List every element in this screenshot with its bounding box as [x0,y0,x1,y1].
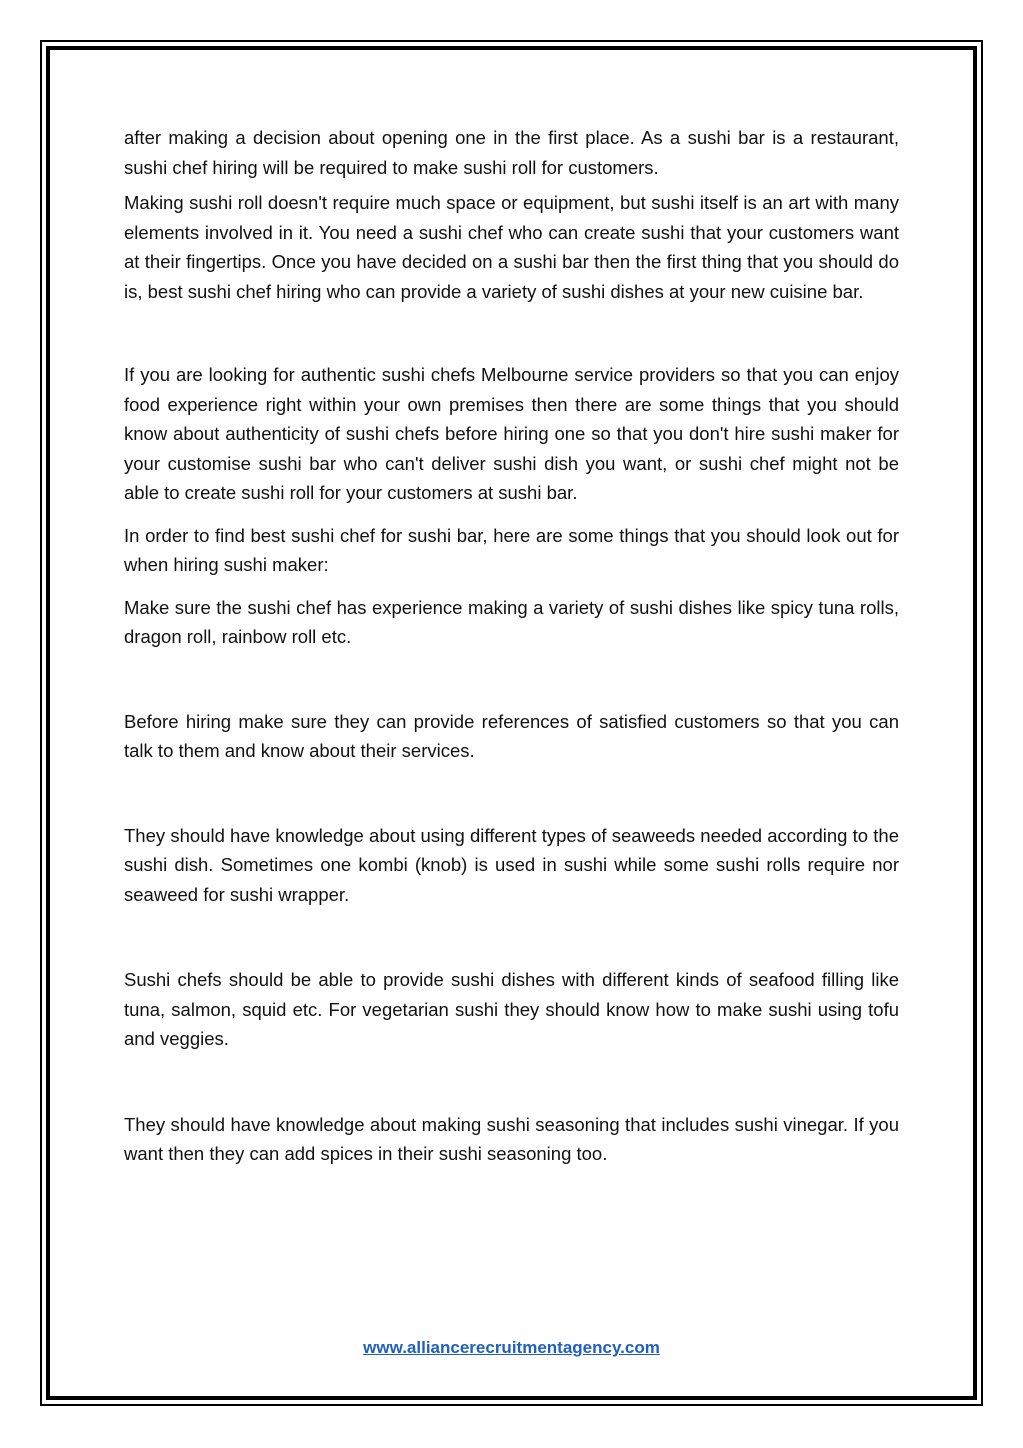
paragraph-3: If you are looking for authentic sushi chefs Melbourne service providers so that you can enjoy food experience right within your own premises then there are some things that you should know about authenticity of sushi chefs before hiring one so that you don't hire sushi maker for your customise sushi bar who can't deliver sushi dish you want, or sushi chef might not be able to create sushi roll for your customers at sushi bar. [124,364,899,503]
paragraph-5: Make sure the sushi chef has experience making a variety of sushi dishes like spicy tuna rolls, dragon roll, rainbow roll etc. [124,596,899,647]
footer [0,1338,1023,1358]
document-body [124,123,899,1169]
paragraph-1: after making a decision about opening one in the first place. As a sushi bar is a restaurant, sushi chef hiring will be required to make sushi roll for customers. [124,127,899,178]
paragraph-6: Before hiring make sure they can provide references of satisfied customers so that you can talk to them and know about their services. [124,710,899,761]
paragraph-2: Making sushi roll doesn't require much space or equipment, but sushi itself is an art with many elements involved in it. You need a sushi chef who can create sushi that your customers want at their fingertips. Once you have decided on a sushi bar then the first thing that you should do is, best sushi chef hiring who can provide a variety of sushi dishes at your new cuisine bar. [124,192,899,302]
paragraph-9: They should have knowledge about making sushi seasoning that includes sushi vinegar. If you want then they can add spices in their sushi seasoning too. [124,1113,899,1164]
paragraph-8: Sushi chefs should be able to provide sushi dishes with different kinds of seafood filling like tuna, salmon, squid etc. For vegetarian sushi they should know how to make sushi using tofu and veggies. [124,969,899,1049]
paragraph-4: In order to find best sushi chef for sushi bar, here are some things that you should look out for when hiring sushi maker: [124,524,899,575]
website-link[interactable]: www.alliancerecruitmentagency.com [363,1338,660,1357]
paragraph-7: They should have knowledge about using different types of seaweeds needed according to the sushi dish. Sometimes one kombi (knob) is used in sushi while some sushi rolls require nor seaweed for sushi wrapper. [124,824,899,905]
